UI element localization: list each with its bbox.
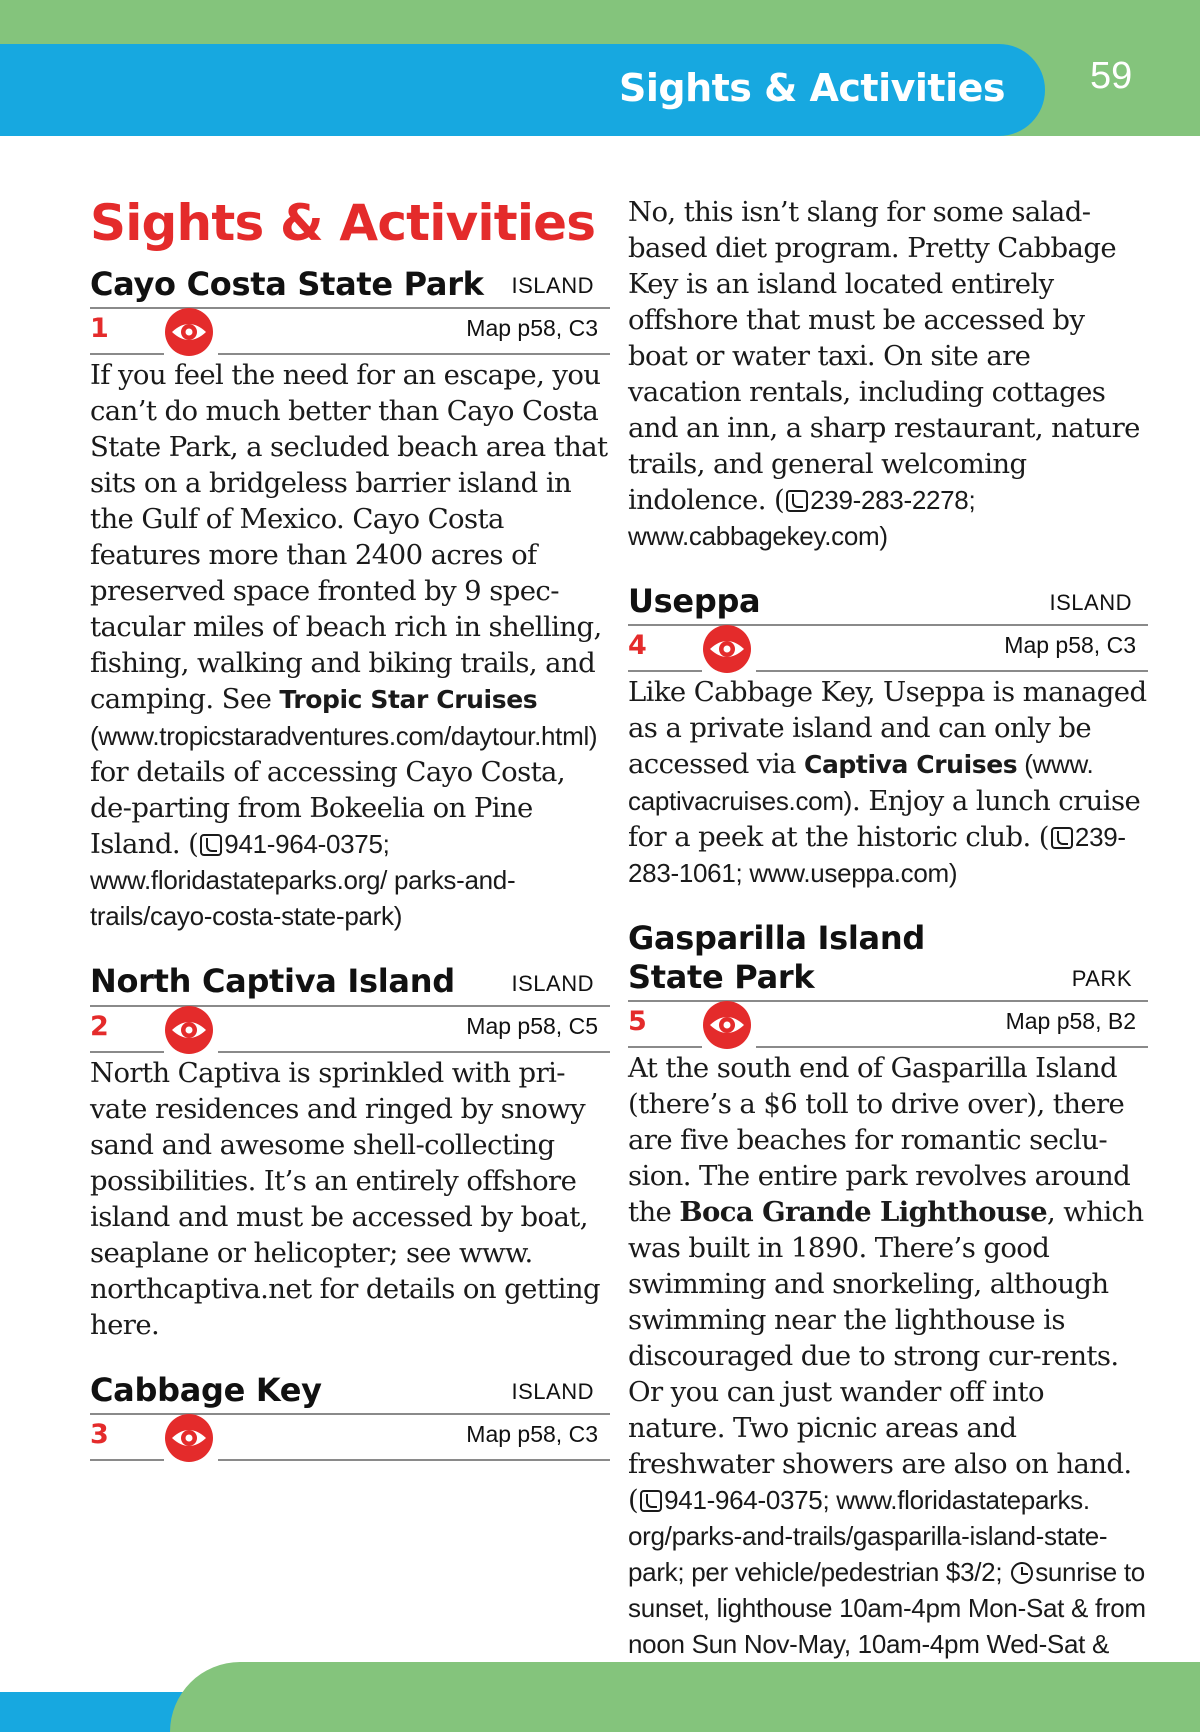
entry-type: ISLAND: [511, 970, 594, 996]
page-title: Sights & Activities: [90, 194, 596, 252]
body-text: . Enjoy a lunch cruise for a peek at the historic club. (: [628, 785, 1141, 854]
body-text: At the south end of Gasparilla Island (there’s a $6 toll to drive over), there are five beaches for romantic seclu-sion. The entire park revolves around the: [628, 1052, 1131, 1229]
footer-green-band: [170, 1662, 1200, 1732]
entry-description: [628, 1048, 1148, 1698]
entry-number: 4: [628, 630, 647, 662]
eye-icon: [164, 1005, 214, 1055]
website-url: (www. captivacruises.com): [628, 749, 1094, 817]
entry-header: [90, 962, 610, 1004]
divider: [90, 1459, 164, 1461]
body-text: for details of accessing Cayo Costa, de-parting from Bokeelia on Pine Island. (: [90, 756, 565, 861]
entry-header: [90, 1371, 610, 1413]
opening-hours: sunrise to sunset, lighthouse 10am-4pm Mon-Sat & from noon Sun Nov-May, 10am-4pm Wed-Sat &: [628, 1557, 1146, 1660]
entry-name: North Captiva Island: [90, 962, 455, 1001]
landmark-name: Boca Grande Lighthouse: [679, 1196, 1048, 1229]
divider: [628, 1046, 702, 1048]
contact-info: 239-283-1061; www.useppa.com): [628, 822, 1126, 889]
entry-type: ISLAND: [1049, 590, 1132, 616]
business-name: Tropic Star Cruises: [279, 685, 538, 715]
entry-name: Cabbage Key: [90, 1370, 322, 1409]
phone-icon: [786, 490, 808, 512]
entry-number: 2: [90, 1010, 109, 1042]
entry-type: PARK: [1071, 966, 1132, 992]
map-reference: Map p58, C3: [1004, 632, 1136, 659]
divider: [756, 1046, 1148, 1048]
entry-number: 3: [90, 1419, 109, 1451]
contact-info: 941-964-0375; www.floridastateparks. org/parks-and-trails/gasparilla-island-state-park; per vehicle/pedestrian $3/2;: [628, 1485, 1108, 1588]
map-reference: Map p58, C3: [466, 315, 598, 342]
entry-info-bar: [628, 624, 1148, 672]
entry-type: ISLAND: [511, 273, 594, 299]
entry-info-bar: [90, 1413, 610, 1461]
map-reference: Map p58, C3: [466, 1421, 598, 1448]
entry-info-bar: [628, 1000, 1148, 1048]
left-column: [90, 192, 610, 1489]
entry-name: Useppa: [628, 582, 761, 620]
divider: [218, 353, 610, 355]
contact-info: 941-964-0375; www.floridastateparks.org/ parks-and-trails/cayo-costa-state-park): [90, 829, 516, 932]
map-reference: Map p58, C5: [466, 1012, 598, 1039]
listing-entry: [90, 265, 610, 934]
contact-info: 239-283-2278; www.cabbagekey.com): [628, 485, 976, 551]
divider: [756, 670, 1148, 672]
divider: [218, 1051, 610, 1053]
phone-icon: [640, 1490, 662, 1512]
page-number: 59: [1090, 55, 1133, 97]
entry-header: [90, 265, 610, 307]
map-reference: Map p58, B2: [1005, 1008, 1136, 1035]
right-column: [628, 192, 1148, 1726]
divider: [218, 1459, 610, 1461]
entry-info-bar: [90, 1005, 610, 1053]
listing-entry: [90, 1371, 610, 1461]
divider: [90, 353, 164, 355]
body-text: No, this isn’t slang for some salad-based diet program. Pretty Cabbage Key is an island located entirely offshore that must be accessed by boat or water taxi. On site are vacation rentals, including cottages and an inn, a sharp restaurant, nature trails, and general welcoming indolence. (: [628, 196, 1140, 516]
entry-description: [628, 672, 1148, 891]
divider: [90, 1051, 164, 1053]
body-text: Like Cabbage Key, Useppa is managed as a private island and can only be accessed via: [628, 676, 1147, 781]
eye-icon: [164, 1413, 214, 1463]
entry-number: 1: [90, 313, 109, 345]
listing-entry: [90, 962, 610, 1342]
entry-name: Gasparilla Island State Park: [628, 919, 925, 996]
business-name: Captiva Cruises: [804, 750, 1018, 780]
divider: [628, 670, 702, 672]
body-text: , which was built in 1890. There’s good swimming and snorkeling, although swimming near the lighthouse is discouraged due to strong cur-rents. Or you can just wander off into nature. Two picnic areas and freshwater showers are also on hand. (: [628, 1196, 1144, 1517]
entry-info-bar: [90, 307, 610, 355]
website-url: (www.tropicstaradventures.com/daytour.html): [90, 721, 598, 752]
running-header-title: Sights & Activities: [618, 66, 1005, 110]
eye-icon: [702, 624, 752, 674]
phone-icon: [1051, 827, 1073, 849]
entry-description: [628, 192, 1148, 554]
clock-icon: [1011, 1562, 1033, 1584]
phone-icon: [200, 834, 222, 856]
entry-header: [628, 919, 1148, 1000]
eye-icon: [164, 307, 214, 357]
entry-name: Cayo Costa State Park: [90, 265, 484, 303]
entry-description: [90, 355, 610, 934]
listing-entry: [628, 582, 1148, 891]
entry-description: North Captiva is sprinkled with pri-vate residences and ringed by snowy sand and awesome shell-collecting possibilities. It’s an entirely offshore island and must be accessed by boat, seaplane or helicopter; see www. northcaptiva.net for details on getting here.: [90, 1056, 600, 1341]
body-text: If you feel the need for an escape, you can’t do much better than Cayo Costa State Park, a secluded beach area that sits on a bridgeless barrier island in the Gulf of Mexico. Cayo Costa features more than 2400 acres of preserved space fronted by 9 spec-tacular miles of beach rich in shelling, fishing, walking and biking trails, and camping. See: [90, 359, 608, 716]
entry-type: ISLAND: [511, 1379, 594, 1405]
entry-number: 5: [628, 1006, 647, 1038]
listing-entry: [628, 919, 1148, 1698]
entry-header: [628, 582, 1148, 624]
eye-icon: [702, 1000, 752, 1050]
